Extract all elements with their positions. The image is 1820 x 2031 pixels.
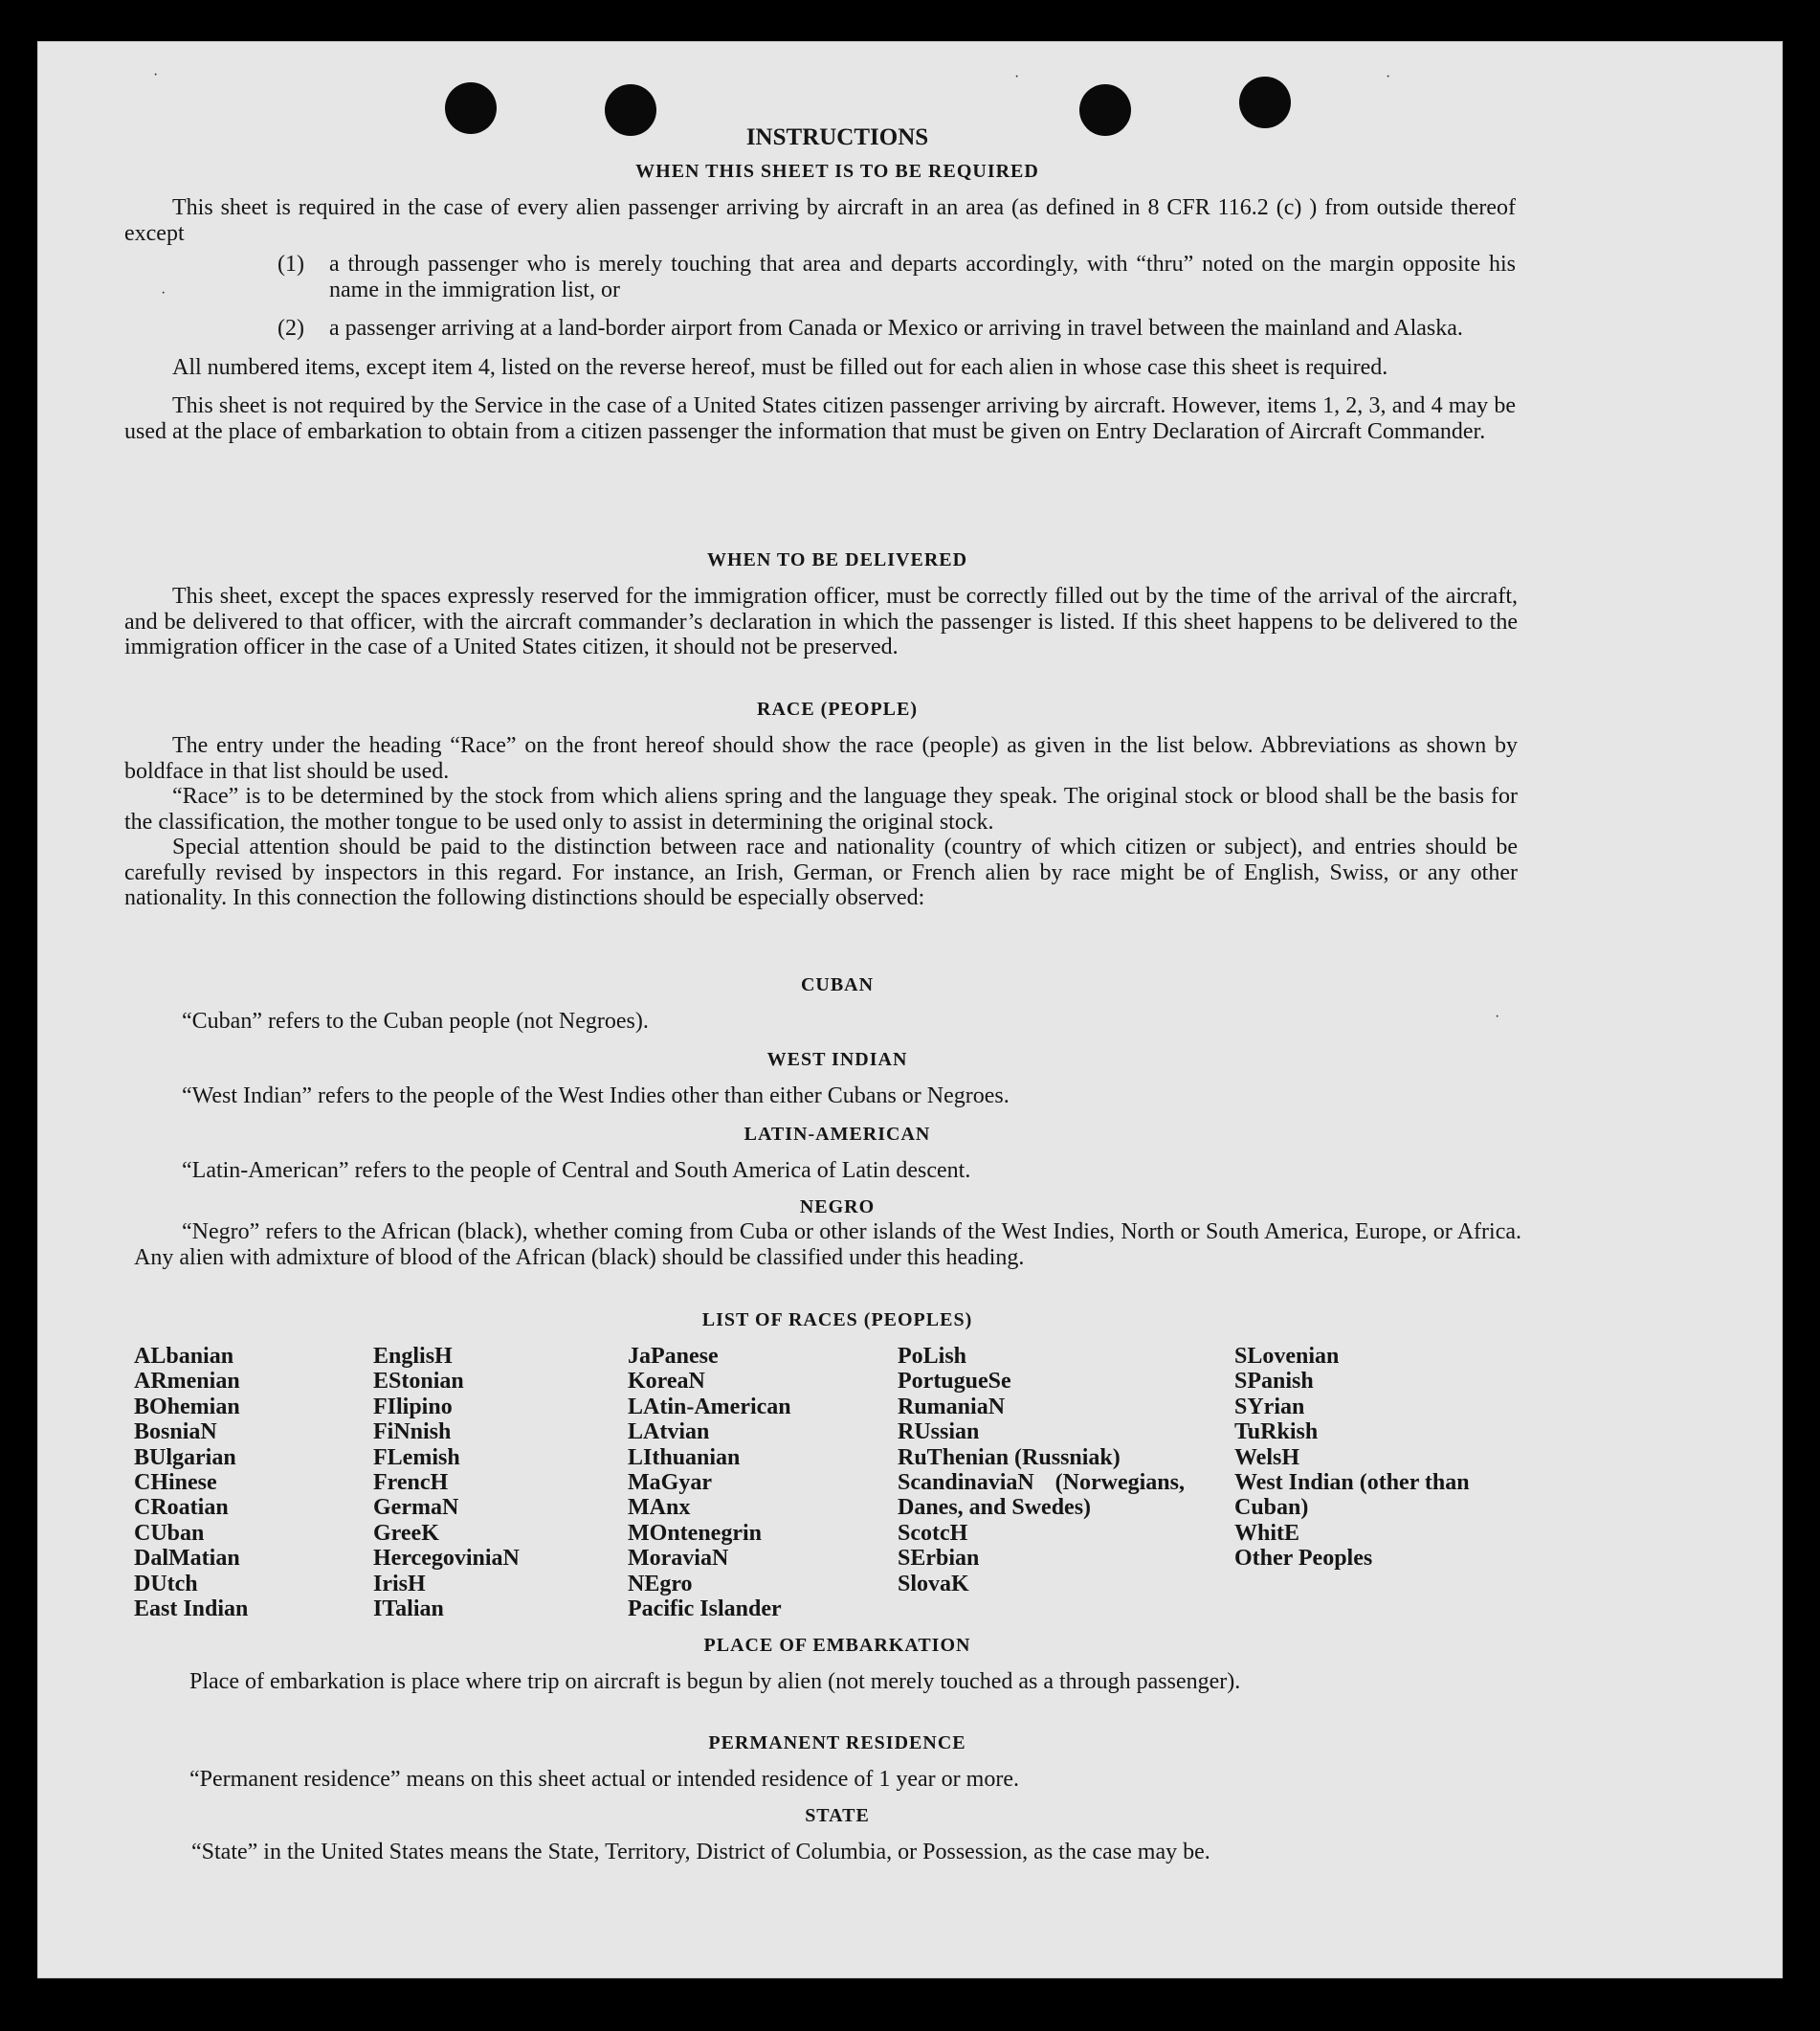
- race-entry: BUlgarian: [134, 1444, 236, 1470]
- race-entry: FIlipino: [373, 1394, 453, 1419]
- race-entry: West Indian (other than Cuban): [1234, 1470, 1470, 1521]
- race-entry: EnglisH: [373, 1344, 453, 1369]
- race-entry: SYrian: [1234, 1394, 1305, 1419]
- section-negro: [134, 1219, 1521, 1270]
- race-entry: GreeK: [373, 1520, 439, 1546]
- punch-hole: [1239, 77, 1291, 128]
- section-heading: STATE: [805, 1805, 870, 1826]
- race-entry: ARmenian: [134, 1369, 240, 1395]
- race-entry: ScandinaviaN (Norwegians, Danes, and Swedes): [898, 1470, 1185, 1521]
- race-entry: FiNnish: [373, 1419, 452, 1445]
- section-latin-american: “Latin-American” refers to the people of Central and South America of Latin descent.: [182, 1158, 971, 1183]
- race-column-3: [628, 1344, 791, 1621]
- item-text: a through passenger who is merely touching that area and departs accordingly, with “thru” noted on the margin opposite his name in the immigration list, or: [329, 252, 1516, 302]
- section-heading: PLACE OF EMBARKATION: [703, 1635, 971, 1656]
- race-entry: SPanish: [1234, 1369, 1314, 1395]
- section-when-delivered: [124, 584, 1518, 660]
- race-entry: Other Peoples: [1234, 1546, 1373, 1572]
- race-entry: ITalian: [373, 1596, 444, 1622]
- page-title: INSTRUCTIONS: [745, 124, 929, 150]
- race-entry: Pacific Islander: [628, 1596, 782, 1622]
- item-number: (1): [277, 252, 304, 277]
- section-heading: NEGRO: [799, 1196, 876, 1217]
- race-column-5: [1234, 1344, 1474, 1572]
- race-entry: NEgro: [628, 1571, 693, 1596]
- race-column-4: [898, 1344, 1185, 1596]
- race-entry: RuThenian (Russniak): [898, 1444, 1121, 1470]
- race-entry: CHinese: [134, 1470, 217, 1496]
- race-entry: EStonian: [373, 1369, 464, 1395]
- race-entry: SlovaK: [898, 1571, 969, 1596]
- race-column-2: [373, 1344, 520, 1621]
- scan-speck: ·: [161, 285, 166, 301]
- section-embarkation: [142, 1669, 1525, 1695]
- race-entry: WhitE: [1234, 1520, 1300, 1546]
- paragraph: Special attention should be paid to the distinction between race and nationality (country of which citizen or subject), and entries should be carefully revised by inspectors in this regard. For instance, an Irish, German, or French alien by race might be of English, Swiss, or any other nationality. In this connection the following distinctions should be especially observed:: [124, 835, 1518, 910]
- item-number: (2): [277, 316, 304, 341]
- paragraph: Place of embarkation is place where trip on aircraft is begun by alien (not merely touched as a through passenger).: [189, 1669, 1241, 1694]
- race-entry: IrisH: [373, 1571, 426, 1596]
- document-page: [38, 42, 1782, 1977]
- section-heading: PERMANENT RESIDENCE: [708, 1732, 966, 1753]
- paragraph: This sheet is required in the case of every alien passenger arriving by aircraft in an area (as defined in 8 CFR 116.2 (c) ) from outside thereof except: [124, 195, 1516, 246]
- race-entry: KoreaN: [628, 1369, 705, 1395]
- section-heading: WHEN THIS SHEET IS TO BE REQUIRED: [635, 161, 1039, 182]
- section-race: [124, 733, 1518, 911]
- race-entry: LAtvian: [628, 1419, 710, 1445]
- scan-speck: ·: [1014, 69, 1020, 85]
- race-entry: PortugueSe: [898, 1369, 1011, 1395]
- section-heading: CUBAN: [800, 974, 875, 995]
- race-entry: BosniaN: [134, 1419, 217, 1445]
- section-heading: WEST INDIAN: [766, 1049, 908, 1070]
- race-entry: DUtch: [134, 1571, 198, 1596]
- race-entry: CRoatian: [134, 1495, 229, 1521]
- paragraph: All numbered items, except item 4, listed on the reverse hereof, must be filled out for each alien in whose case this sheet is required.: [172, 354, 1388, 380]
- scan-speck: ·: [1386, 69, 1391, 85]
- race-column-1: [134, 1344, 248, 1621]
- race-entry: RUssian: [898, 1419, 980, 1445]
- race-entry: East Indian: [134, 1596, 249, 1622]
- race-entry: JaPanese: [628, 1344, 719, 1369]
- race-entry: MAnx: [628, 1495, 691, 1521]
- paragraph: This sheet, except the spaces expressly reserved for the immigration officer, must be correctly filled out by the time of the arrival of the aircraft, and be delivered to that officer, with the aircraft commander’s declaration in which the passenger is listed. If this sheet happens to be delivered to the immigration officer in the case of a United States citizen, it should not be preserved.: [124, 584, 1518, 659]
- race-entry: LIthuanian: [628, 1444, 741, 1470]
- race-entry: FLemish: [373, 1444, 460, 1470]
- race-entry: WelsH: [1234, 1444, 1300, 1470]
- race-entry: HercegoviniaN: [373, 1546, 520, 1572]
- race-entry: ALbanian: [134, 1344, 234, 1369]
- paragraph: “State” in the United States means the State, Territory, District of Columbia, or Possession, as the case may be.: [191, 1840, 1210, 1864]
- section-heading: WHEN TO BE DELIVERED: [706, 549, 968, 570]
- paragraph: This sheet is not required by the Service in the case of a United States citizen passenger arriving by aircraft. However, items 1, 2, 3, and 4 may be used at the place of embarkation to obtain from a citizen passenger the information that must be given on Entry Declaration of Aircraft Commander.: [124, 393, 1516, 444]
- list-item: [277, 316, 1516, 342]
- section-heading: LATIN-AMERICAN: [744, 1124, 931, 1145]
- race-entry: TuRkish: [1234, 1419, 1319, 1445]
- race-entry: FrencH: [373, 1470, 449, 1496]
- section-heading: LIST OF RACES (PEOPLES): [701, 1309, 973, 1330]
- scan-speck: ·: [1495, 1009, 1500, 1025]
- list-item: [277, 252, 1516, 302]
- race-entry: ScotcH: [898, 1520, 968, 1546]
- paragraph: The entry under the heading “Race” on the front hereof should show the race (people) as given in the list below. Abbreviations as shown by boldface in that list should be used.: [124, 733, 1518, 784]
- race-entry: PoLish: [898, 1344, 967, 1369]
- race-entry: DalMatian: [134, 1546, 240, 1572]
- section-state: [144, 1840, 1527, 1865]
- race-entry: RumaniaN: [898, 1394, 1006, 1419]
- race-entry: CUban: [134, 1520, 205, 1546]
- race-entry: SLovenian: [1234, 1344, 1340, 1369]
- scan-speck: ·: [153, 67, 159, 83]
- race-entry: LAtin-American: [628, 1394, 791, 1419]
- race-entry: MOntenegrin: [628, 1520, 762, 1546]
- paragraph: “Race” is to be determined by the stock from which aliens spring and the language they speak. The original stock or blood shall be the basis for the classification, the mother tongue to be used only to assist in determining the original stock.: [124, 784, 1518, 835]
- race-entry: SErbian: [898, 1546, 980, 1572]
- paragraph: “Negro” refers to the African (black), whether coming from Cuba or other islands of the West Indies, North or South America, Europe, or Africa. Any alien with admixture of blood of the African (black) should be classified under this heading.: [134, 1219, 1521, 1270]
- race-entry: MaGyar: [628, 1470, 712, 1496]
- race-entry: GermaN: [373, 1495, 459, 1521]
- section-west-indian: “West Indian” refers to the people of the West Indies other than either Cubans or Negroes.: [182, 1083, 1010, 1108]
- section-cuban: “Cuban” refers to the Cuban people (not Negroes).: [182, 1009, 649, 1034]
- section-residence: “Permanent residence” means on this sheet actual or intended residence of 1 year or more.: [189, 1767, 1019, 1792]
- race-entry: BOhemian: [134, 1394, 240, 1419]
- item-text: a passenger arriving at a land-border airport from Canada or Mexico or arriving in travel between the mainland and Alaska.: [329, 316, 1463, 341]
- section-heading: RACE (PEOPLE): [757, 699, 918, 720]
- race-entry: MoraviaN: [628, 1546, 729, 1572]
- section-when-required: [124, 195, 1516, 444]
